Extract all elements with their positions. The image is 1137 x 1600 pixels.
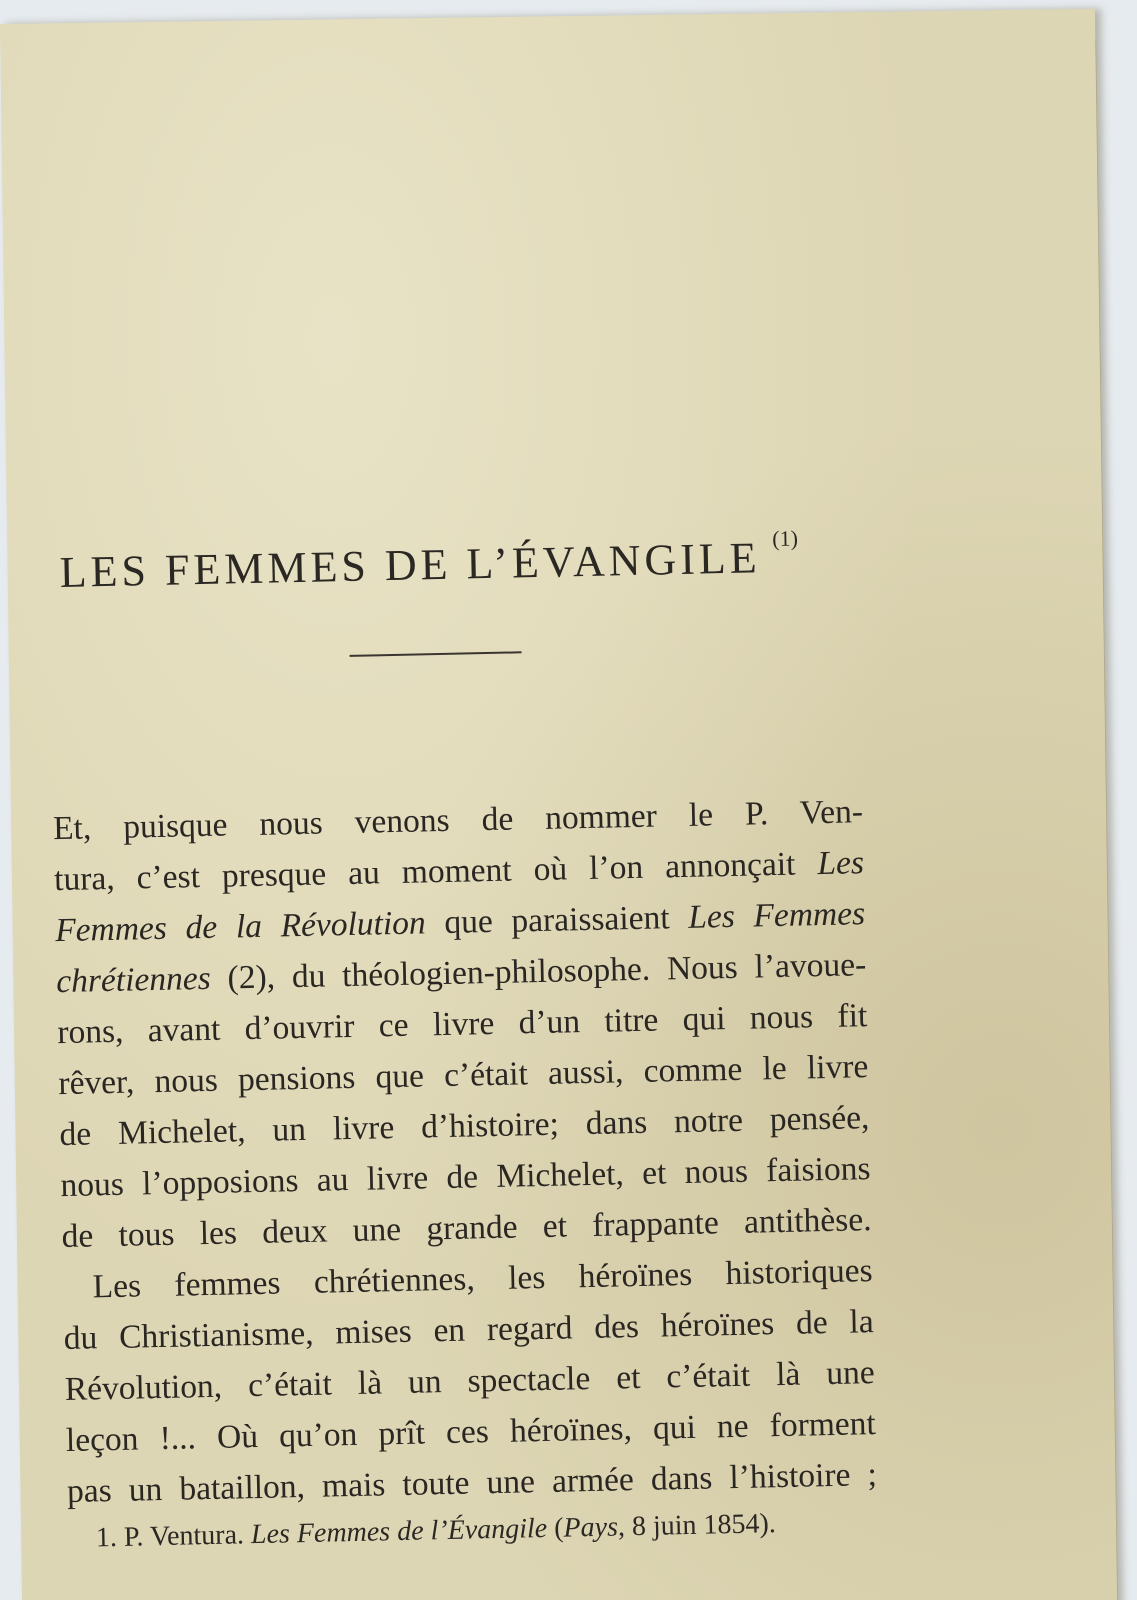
text-run: Les femmes chrétiennes, les héroïnes historiques <box>92 1252 873 1306</box>
text-run: leçon !... Où qu’on prît ces héroïnes, qui ne forment <box>65 1405 877 1460</box>
italic-text: chrétiennes <box>55 959 212 1001</box>
text-run: tura, c’est presque au moment où l’on annonçait <box>53 845 818 899</box>
text-run: que paraissaient <box>425 898 689 942</box>
footnote <box>96 1508 776 1554</box>
text-run: rêver, nous pensions que c’était aussi, comme le livre <box>58 1048 869 1103</box>
italic-text: Les Femmes de l’Évangile <box>250 1512 548 1551</box>
footnote-marker: (1) <box>771 525 799 552</box>
text-run: 1. P. Ventura. <box>95 1519 252 1554</box>
italic-text: Les Femmes <box>687 895 866 936</box>
italic-text: Les <box>817 844 865 883</box>
chapter-title <box>59 525 799 597</box>
italic-text: Pays <box>563 1511 619 1544</box>
text-run: de Michelet, un livre d’histoire; dans notre pensée, <box>59 1099 870 1154</box>
text-run: du Christianisme, mises en regard des héroïnes de la <box>63 1303 875 1358</box>
text-run: nous l’opposions au livre de Michelet, et nous faisions <box>60 1150 871 1205</box>
text-run: de tous les deux une grande et frappante antithèse. <box>61 1201 872 1256</box>
title-divider <box>350 651 522 657</box>
text-run: Révolution, c’était là un spectacle et c’était là une <box>64 1354 876 1409</box>
text-run: ( <box>546 1512 564 1544</box>
chapter-title-text: LES FEMMES DE L’ÉVANGILE <box>59 533 762 597</box>
text-run: (2), du théologien-philosophe. Nous l’avoue- <box>210 946 867 997</box>
text-run: rons, avant d’ouvrir ce livre d’un titre qui nous fit <box>56 997 868 1052</box>
text-run: Et, puisque nous venons de nommer le P. Ven- <box>52 793 864 848</box>
text-run: , 8 juin 1854). <box>617 1508 777 1543</box>
body-text <box>53 786 878 1517</box>
text-run: pas un bataillon, mais toute une armée dans l’histoire ; <box>66 1456 878 1510</box>
italic-text: Femmes de la Révolution <box>54 904 427 950</box>
